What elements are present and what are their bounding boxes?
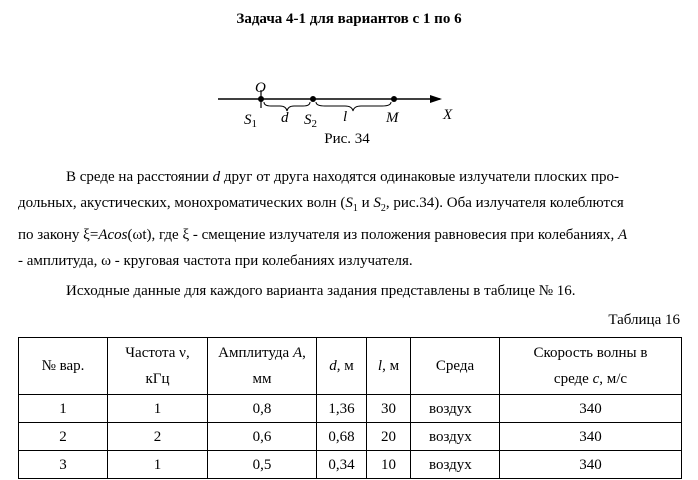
point-s2 — [310, 96, 316, 102]
cell-amplitude: 0,6 — [208, 423, 317, 451]
label-origin: O — [255, 80, 266, 96]
cell-wave-speed: 340 — [500, 395, 682, 423]
paragraph-line-2: дольных, акустических, монохроматических волн ($S_1$ и $S_2$, рис.34). Оба излучателя колеблются — [18, 195, 624, 214]
figure-caption: Рис. 34 — [324, 131, 370, 147]
table-header-row — [19, 338, 682, 395]
variants-table — [18, 337, 682, 479]
cell-variant: 1 — [19, 395, 108, 423]
cell-distance-d: 1,36 — [317, 395, 367, 423]
header-amplitude: Амплитуда A, мм — [208, 338, 317, 395]
data-intro-line: Исходные данные для каждого варианта задания представлены в таблице № 16. — [66, 283, 576, 299]
point-m — [391, 96, 397, 102]
table-caption: Таблица 16 — [608, 312, 680, 328]
label-m: M — [386, 110, 399, 126]
wave-emitters-figure — [0, 0, 698, 130]
cell-amplitude: 0,5 — [208, 451, 317, 479]
header-distance-d: d, м — [317, 338, 367, 395]
page-title: Задача 4-1 для вариантов с 1 по 6 — [236, 11, 462, 27]
paragraph-line-4: - амплитуда, ω - круговая частота при колебаниях излучателя. — [18, 253, 413, 269]
header-distance-l: l, м — [367, 338, 411, 395]
label-s1: $S_1$ — [244, 112, 257, 130]
cell-medium: воздух — [411, 451, 500, 479]
table-row — [19, 423, 682, 451]
cell-medium: воздух — [411, 423, 500, 451]
cell-medium: воздух — [411, 395, 500, 423]
header-variant: № вар. — [19, 338, 108, 395]
cell-amplitude: 0,8 — [208, 395, 317, 423]
cell-distance-d: 0,68 — [317, 423, 367, 451]
label-d: d — [281, 110, 289, 126]
cell-distance-l: 10 — [367, 451, 411, 479]
table-row — [19, 395, 682, 423]
label-l: l — [343, 109, 348, 125]
cell-wave-speed: 340 — [500, 451, 682, 479]
paragraph-line-3: по закону ξ=Acos(ωt), где ξ - смещение излучателя из положения равновесия при колебаниях, A — [18, 227, 628, 243]
cell-frequency: 1 — [108, 395, 208, 423]
label-x-axis: X — [443, 107, 453, 123]
cell-wave-speed: 340 — [500, 423, 682, 451]
x-axis-arrowhead — [430, 95, 442, 103]
data-intro-paragraph — [18, 278, 682, 304]
label-s2: $S_2$ — [304, 112, 317, 130]
point-s1 — [258, 96, 264, 102]
table-row — [19, 451, 682, 479]
cell-variant: 2 — [19, 423, 108, 451]
problem-paragraph — [18, 164, 682, 274]
cell-distance-l: 30 — [367, 395, 411, 423]
header-wave-speed: Скорость волны в среде c, м/с — [500, 338, 682, 395]
cell-distance-l: 20 — [367, 423, 411, 451]
cell-variant: 3 — [19, 451, 108, 479]
brace-l — [316, 102, 391, 111]
header-medium: Среда — [411, 338, 500, 395]
cell-frequency: 1 — [108, 451, 208, 479]
paragraph-line-1: В среде на расстоянии d друг от друга находятся одинаковые излучатели плоских про- — [66, 169, 619, 185]
cell-distance-d: 0,34 — [317, 451, 367, 479]
cell-frequency: 2 — [108, 423, 208, 451]
header-frequency: Частота ν, кГц — [108, 338, 208, 395]
